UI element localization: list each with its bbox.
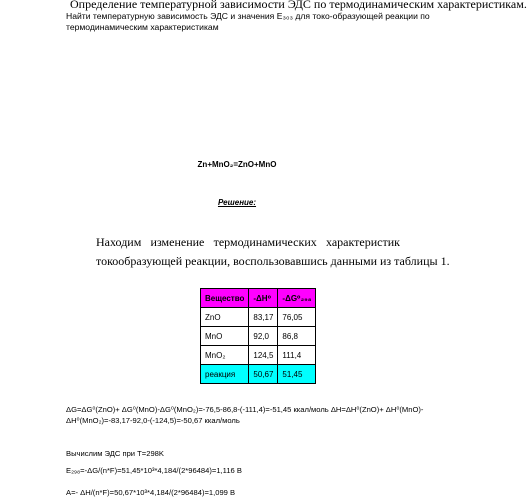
table-cell: 92,0: [249, 327, 278, 346]
paragraph-word: термодинамических: [213, 235, 317, 249]
table-cell: реакция: [201, 365, 249, 384]
table-row: [201, 308, 316, 327]
table-header-row: [201, 289, 316, 308]
table-row: [201, 346, 316, 365]
table-header-cell: -ΔH⁰: [249, 289, 278, 308]
calc-line-2: ΔH⁰(MnO₂)=-83,17-92,0-(-124,5)=-50,67 ккал/моль: [66, 416, 240, 425]
table-row-reaction: [201, 365, 316, 384]
page-title: Определение температурной зависимости ЭДС по термодинамическим характеристикам.: [70, 0, 527, 11]
table-cell: 111,4: [278, 346, 316, 365]
table-cell: 51,45: [278, 365, 316, 384]
solution-heading: Решение:: [217, 198, 257, 207]
emf-e298-formula: E₂₉₈=-ΔG/(n*F)=51,45*10³*4,184/(2*96484)=1,116 В: [66, 466, 242, 475]
table-cell: 50,67: [249, 365, 278, 384]
table-cell: 76,05: [278, 308, 316, 327]
table-cell: 86,8: [278, 327, 316, 346]
table-cell: MnO: [201, 327, 249, 346]
paragraph-word: Находим: [96, 235, 142, 249]
paragraph-word: характеристик: [325, 235, 400, 249]
paragraph-line-2: токообразующей реакции, воспользовавшись данными из таблицы 1.: [96, 254, 450, 268]
paragraph-line-1: [96, 235, 400, 250]
table-header-cell: -ΔG⁰₂₉₈: [278, 289, 316, 308]
table-cell: MnO₂: [201, 346, 249, 365]
paragraph-word: изменение: [150, 235, 205, 249]
emf-a-formula: A=- ΔH/(n*F)=50,67*10³*4,184/(2*96484)=1,099 В: [66, 488, 236, 497]
emf-heading: Вычислим ЭДС при T=298K: [66, 449, 164, 458]
thermo-data-table: [200, 288, 316, 384]
table-header-cell: Вещество: [201, 289, 249, 308]
calc-line-1: ΔG=ΔG⁰(ZnO)+ ΔG⁰(MnO)-ΔG⁰(MnO₂)=-76,5-86,8-(-111,4)=-51,45 ккал/моль ΔH=ΔH⁰(ZnO)+ ΔH⁰(MnO)-: [66, 405, 424, 414]
table-row: [201, 327, 316, 346]
table-cell: 83,17: [249, 308, 278, 327]
table-cell: ZnO: [201, 308, 249, 327]
task-statement: Найти температурную зависимость ЭДС и значения E₃₀₃ для токо-образующей реакции по термодинамическим характеристикам: [66, 11, 430, 32]
reaction-equation: Zn+MnO₂=ZnO+MnO: [197, 160, 277, 169]
table-cell: 124,5: [249, 346, 278, 365]
